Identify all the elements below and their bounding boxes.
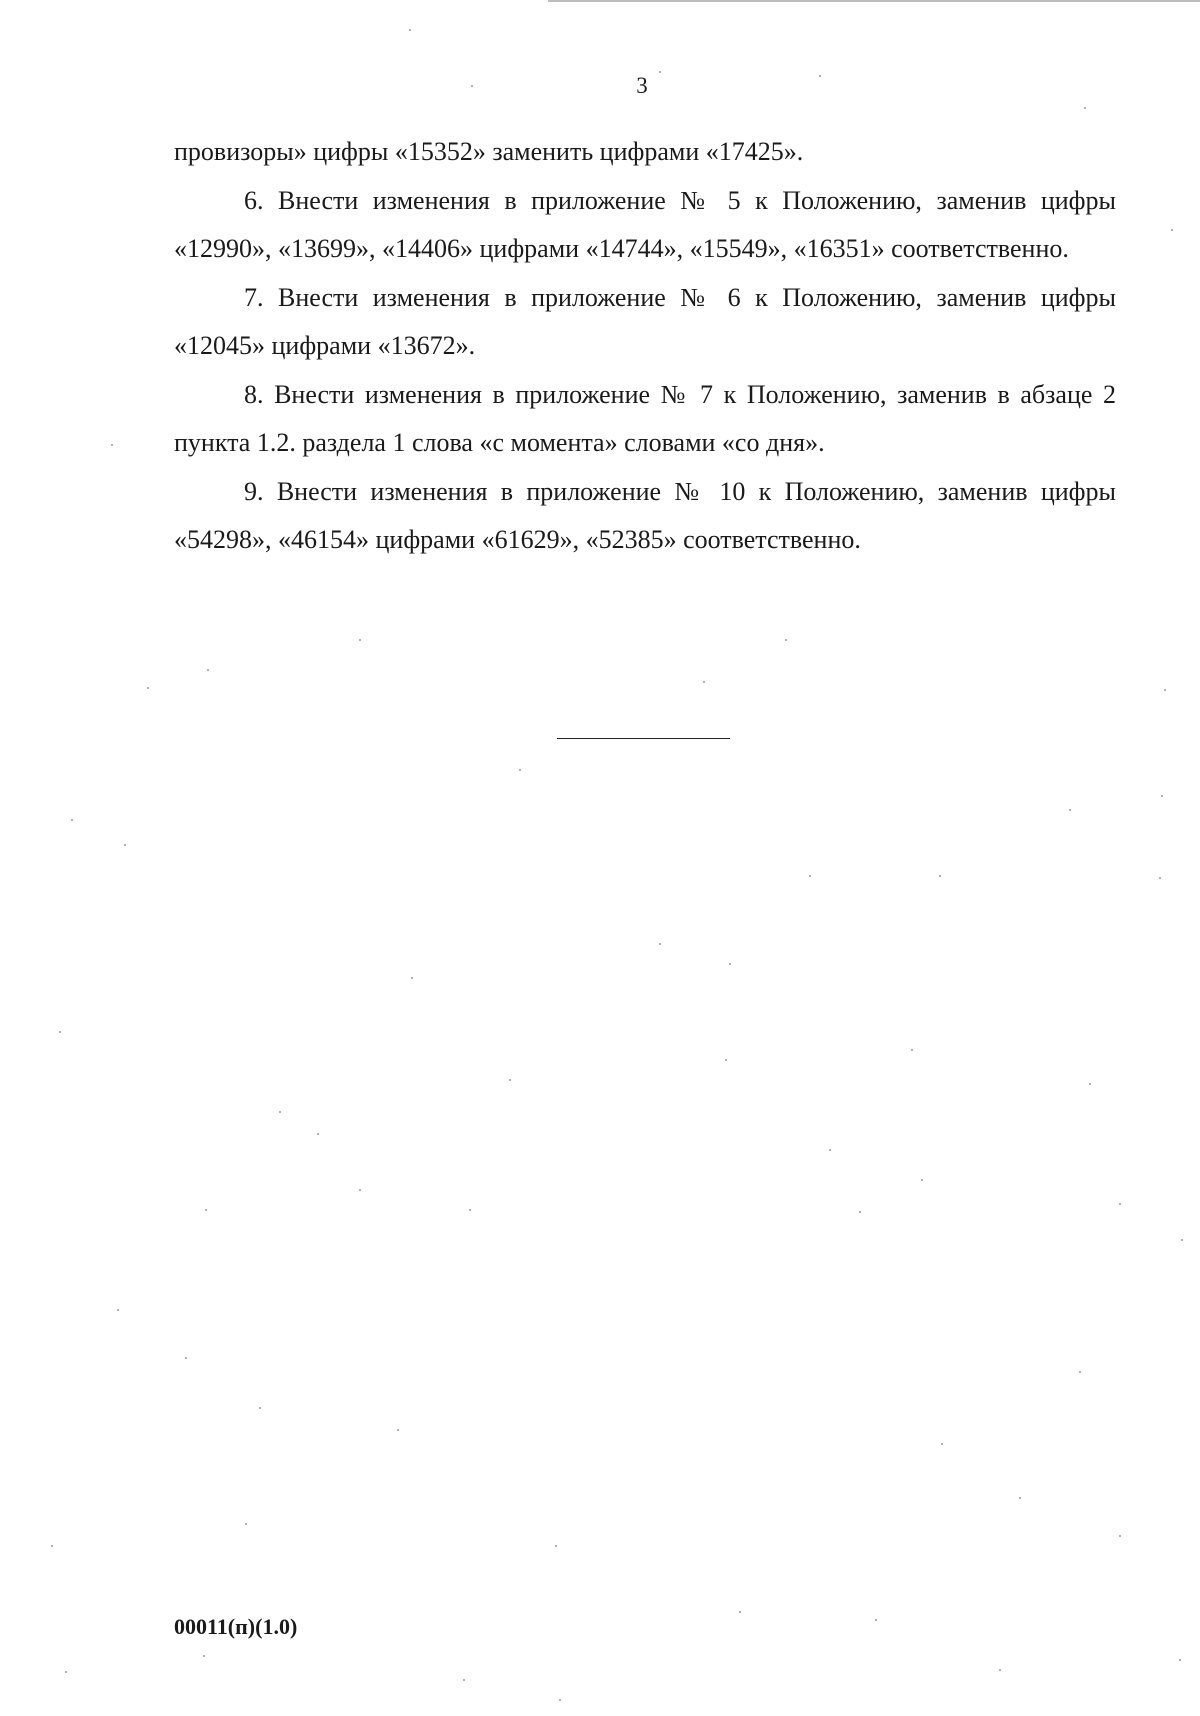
scan-top-edge [548, 0, 1200, 2]
document-code: 00011(п)(1.0) [174, 1614, 298, 1639]
paragraph-continuation: провизоры» цифры «15352» заменить цифрами «17425». [174, 137, 804, 166]
paragraph-item-9: 9. Внести изменения в приложение № 10 к Положению, заменив цифры «54298», «46154» цифрами «61629», «52385» соответственно. [174, 476, 1116, 554]
page-number: 3 [636, 73, 648, 98]
paragraph-item-7: 7. Внести изменения в приложение № 6 к Положению, заменив цифры «12045» цифрами «13672». [174, 282, 1116, 360]
document-body [174, 128, 1116, 565]
paragraph-item-6: 6. Внести изменения в приложение № 5 к Положению, заменив цифры «12990», «13699», «14406» цифрами «14744», «15549», «16351» соответственно. [174, 185, 1116, 263]
paragraph-item-8: 8. Внести изменения в приложение № 7 к Положению, заменив в абзаце 2 пункта 1.2. раздела 1 слова «с момента» словами «со дня». [174, 379, 1116, 457]
end-divider-line [557, 738, 730, 739]
